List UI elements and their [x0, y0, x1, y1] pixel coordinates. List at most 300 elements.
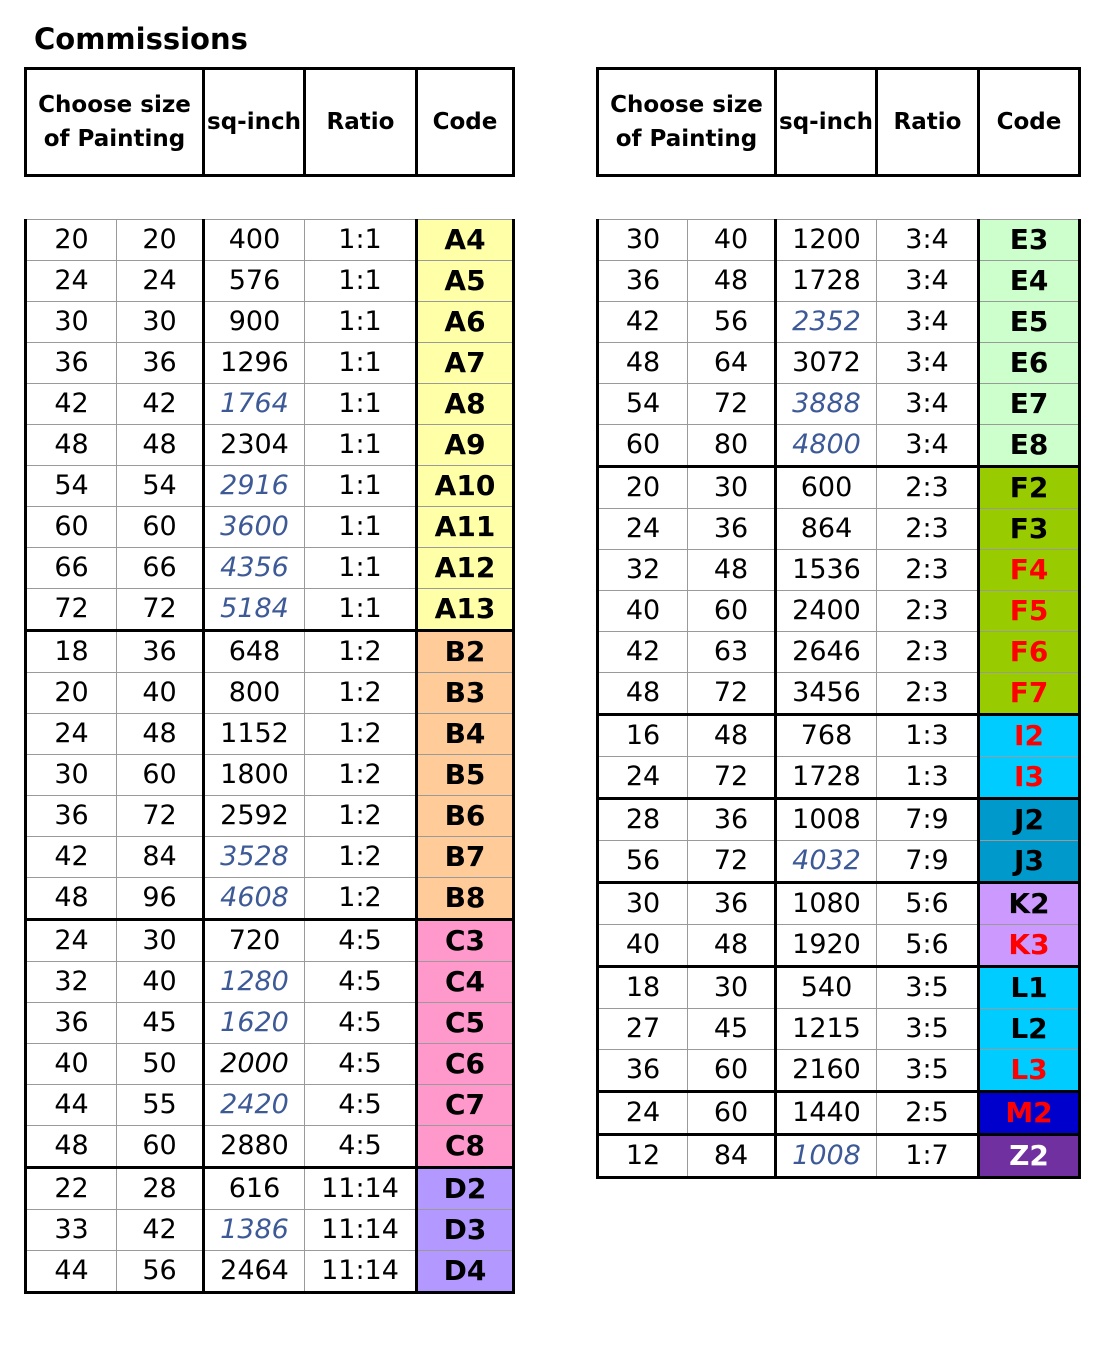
ratio-cell: 1:7: [877, 1135, 979, 1178]
code-cell: A13: [417, 589, 514, 631]
code-cell: D2: [417, 1168, 514, 1210]
table-row: [598, 715, 1080, 757]
sq-inch-cell: 1440: [776, 1092, 877, 1135]
code-cell: I2: [979, 715, 1080, 757]
table-row: [26, 1210, 514, 1251]
sq-inch-cell: 1200: [776, 220, 877, 261]
code-cell: K2: [979, 883, 1080, 925]
height-cell: 30: [117, 920, 204, 962]
sq-inch-cell: 864: [776, 509, 877, 550]
table-row: [598, 841, 1080, 883]
height-cell: 45: [688, 1009, 776, 1050]
table-row: [598, 1092, 1080, 1135]
page-title: Commissions: [34, 22, 248, 56]
ratio-cell: 2:3: [877, 673, 979, 715]
width-cell: 66: [26, 548, 117, 589]
ratio-cell: 3:4: [877, 343, 979, 384]
left-header-table: [24, 67, 515, 177]
table-row: [26, 755, 514, 796]
width-cell: 30: [26, 755, 117, 796]
sq-inch-cell: 1386: [204, 1210, 305, 1251]
height-cell: 60: [688, 1050, 776, 1092]
width-cell: 30: [26, 302, 117, 343]
sq-inch-cell: 2880: [204, 1126, 305, 1168]
table-row: [598, 1135, 1080, 1178]
ratio-cell: 1:3: [877, 757, 979, 799]
table-row: [26, 631, 514, 673]
sq-inch-cell: 600: [776, 467, 877, 509]
height-cell: 84: [688, 1135, 776, 1178]
ratio-cell: 1:2: [305, 837, 417, 878]
sq-inch-cell: 2000: [204, 1044, 305, 1085]
table-row: [598, 925, 1080, 967]
code-cell: D3: [417, 1210, 514, 1251]
sq-inch-cell: 1620: [204, 1003, 305, 1044]
sq-inch-cell: 400: [204, 220, 305, 261]
height-cell: 72: [688, 841, 776, 883]
ratio-cell: 3:5: [877, 1050, 979, 1092]
sq-inch-cell: 1280: [204, 962, 305, 1003]
sq-inch-cell: 1764: [204, 384, 305, 425]
sq-inch-cell: 1728: [776, 261, 877, 302]
ratio-cell: 1:2: [305, 714, 417, 755]
table-row: [598, 883, 1080, 925]
width-cell: 36: [26, 1003, 117, 1044]
height-cell: 24: [117, 261, 204, 302]
code-cell: L2: [979, 1009, 1080, 1050]
height-cell: 30: [688, 467, 776, 509]
sq-inch-cell: 720: [204, 920, 305, 962]
height-cell: 60: [117, 755, 204, 796]
table-row: [598, 550, 1080, 591]
ratio-cell: 7:9: [877, 841, 979, 883]
code-cell: A10: [417, 466, 514, 507]
left-data-table: [24, 219, 515, 1294]
table-row: [26, 1003, 514, 1044]
code-cell: B6: [417, 796, 514, 837]
ratio-cell: 1:1: [305, 384, 417, 425]
height-cell: 40: [117, 673, 204, 714]
ratio-cell: 4:5: [305, 1126, 417, 1168]
ratio-cell: 4:5: [305, 1044, 417, 1085]
code-cell: F2: [979, 467, 1080, 509]
table-row: [598, 384, 1080, 425]
table-row: [598, 673, 1080, 715]
right-data-table: [596, 219, 1081, 1179]
height-cell: 60: [117, 507, 204, 548]
code-cell: B3: [417, 673, 514, 714]
width-cell: 32: [598, 550, 688, 591]
code-cell: I3: [979, 757, 1080, 799]
height-cell: 54: [117, 466, 204, 507]
table-row: [26, 1251, 514, 1293]
width-cell: 36: [26, 343, 117, 384]
ratio-cell: 1:1: [305, 343, 417, 384]
ratio-cell: 1:1: [305, 425, 417, 466]
code-cell: F5: [979, 591, 1080, 632]
height-cell: 40: [117, 962, 204, 1003]
code-cell: Z2: [979, 1135, 1080, 1178]
header-ratio: Ratio: [305, 69, 417, 176]
ratio-cell: 1:1: [305, 302, 417, 343]
ratio-cell: 7:9: [877, 799, 979, 841]
code-cell: C6: [417, 1044, 514, 1085]
table-row: [26, 466, 514, 507]
height-cell: 60: [688, 1092, 776, 1135]
width-cell: 24: [26, 714, 117, 755]
ratio-cell: 5:6: [877, 883, 979, 925]
table-row: [26, 796, 514, 837]
height-cell: 42: [117, 384, 204, 425]
width-cell: 20: [598, 467, 688, 509]
height-cell: 72: [688, 673, 776, 715]
sq-inch-cell: 4356: [204, 548, 305, 589]
width-cell: 28: [598, 799, 688, 841]
sq-inch-cell: 3528: [204, 837, 305, 878]
code-cell: C8: [417, 1126, 514, 1168]
sq-inch-cell: 3600: [204, 507, 305, 548]
code-cell: F3: [979, 509, 1080, 550]
table-row: [598, 1009, 1080, 1050]
height-cell: 20: [117, 220, 204, 261]
sq-inch-cell: 2646: [776, 632, 877, 673]
ratio-cell: 4:5: [305, 1085, 417, 1126]
sq-inch-cell: 2304: [204, 425, 305, 466]
table-row: [26, 425, 514, 466]
width-cell: 48: [26, 425, 117, 466]
table-row: [598, 591, 1080, 632]
width-cell: 24: [26, 920, 117, 962]
code-cell: A12: [417, 548, 514, 589]
width-cell: 22: [26, 1168, 117, 1210]
height-cell: 28: [117, 1168, 204, 1210]
table-row: [598, 261, 1080, 302]
ratio-cell: 4:5: [305, 962, 417, 1003]
code-cell: C4: [417, 962, 514, 1003]
table-row: [598, 302, 1080, 343]
table-row: [26, 714, 514, 755]
header-code: Code: [979, 69, 1080, 176]
sq-inch-cell: 1800: [204, 755, 305, 796]
width-cell: 42: [598, 632, 688, 673]
sq-inch-cell: 1920: [776, 925, 877, 967]
height-cell: 48: [117, 714, 204, 755]
sq-inch-cell: 576: [204, 261, 305, 302]
table-row: [598, 967, 1080, 1009]
code-cell: F7: [979, 673, 1080, 715]
width-cell: 36: [598, 1050, 688, 1092]
height-cell: 36: [688, 509, 776, 550]
sq-inch-cell: 2420: [204, 1085, 305, 1126]
sq-inch-cell: 540: [776, 967, 877, 1009]
width-cell: 33: [26, 1210, 117, 1251]
height-cell: 48: [688, 715, 776, 757]
height-cell: 40: [688, 220, 776, 261]
code-cell: A9: [417, 425, 514, 466]
table-row: [598, 757, 1080, 799]
table-row: [598, 1050, 1080, 1092]
table-row: [26, 837, 514, 878]
height-cell: 48: [688, 261, 776, 302]
code-cell: K3: [979, 925, 1080, 967]
height-cell: 63: [688, 632, 776, 673]
code-cell: E3: [979, 220, 1080, 261]
ratio-cell: 3:5: [877, 1009, 979, 1050]
code-cell: A11: [417, 507, 514, 548]
table-row: [598, 220, 1080, 261]
ratio-cell: 3:4: [877, 220, 979, 261]
code-cell: L3: [979, 1050, 1080, 1092]
table-row: [26, 673, 514, 714]
sq-inch-cell: 1536: [776, 550, 877, 591]
width-cell: 24: [598, 509, 688, 550]
code-cell: B4: [417, 714, 514, 755]
ratio-cell: 1:1: [305, 589, 417, 631]
code-cell: E7: [979, 384, 1080, 425]
height-cell: 96: [117, 878, 204, 920]
sq-inch-cell: 3888: [776, 384, 877, 425]
ratio-cell: 11:14: [305, 1251, 417, 1293]
sq-inch-cell: 1728: [776, 757, 877, 799]
table-row: [598, 509, 1080, 550]
width-cell: 48: [26, 878, 117, 920]
table-row: [26, 589, 514, 631]
code-cell: A6: [417, 302, 514, 343]
code-cell: M2: [979, 1092, 1080, 1135]
width-cell: 56: [598, 841, 688, 883]
table-row: [26, 1044, 514, 1085]
ratio-cell: 1:2: [305, 878, 417, 920]
table-row: [598, 343, 1080, 384]
width-cell: 24: [598, 1092, 688, 1135]
height-cell: 48: [117, 425, 204, 466]
table-row: [598, 425, 1080, 467]
width-cell: 32: [26, 962, 117, 1003]
ratio-cell: 1:2: [305, 673, 417, 714]
table-row: [26, 548, 514, 589]
ratio-cell: 2:3: [877, 550, 979, 591]
width-cell: 60: [598, 425, 688, 467]
height-cell: 60: [688, 591, 776, 632]
width-cell: 24: [598, 757, 688, 799]
sq-inch-cell: 1080: [776, 883, 877, 925]
table-row: [26, 261, 514, 302]
width-cell: 48: [26, 1126, 117, 1168]
width-cell: 40: [26, 1044, 117, 1085]
height-cell: 56: [117, 1251, 204, 1293]
sq-inch-cell: 1008: [776, 799, 877, 841]
code-cell: B7: [417, 837, 514, 878]
ratio-cell: 3:4: [877, 384, 979, 425]
width-cell: 48: [598, 343, 688, 384]
ratio-cell: 11:14: [305, 1210, 417, 1251]
table-row: [26, 920, 514, 962]
width-cell: 24: [26, 261, 117, 302]
height-cell: 30: [688, 967, 776, 1009]
ratio-cell: 1:1: [305, 220, 417, 261]
sq-inch-cell: 1152: [204, 714, 305, 755]
header-sq-inch: sq-inch: [776, 69, 877, 176]
sq-inch-cell: 1008: [776, 1135, 877, 1178]
ratio-cell: 3:4: [877, 425, 979, 467]
width-cell: 16: [598, 715, 688, 757]
height-cell: 55: [117, 1085, 204, 1126]
table-row: [26, 1085, 514, 1126]
height-cell: 84: [117, 837, 204, 878]
right-header-table: [596, 67, 1081, 177]
table-row: [598, 799, 1080, 841]
width-cell: 36: [26, 796, 117, 837]
code-cell: B5: [417, 755, 514, 796]
table-row: [26, 1126, 514, 1168]
code-cell: E4: [979, 261, 1080, 302]
ratio-cell: 1:2: [305, 631, 417, 673]
height-cell: 72: [117, 589, 204, 631]
height-cell: 42: [117, 1210, 204, 1251]
ratio-cell: 4:5: [305, 920, 417, 962]
sq-inch-cell: 2352: [776, 302, 877, 343]
table-row: [26, 384, 514, 425]
width-cell: 72: [26, 589, 117, 631]
ratio-cell: 2:3: [877, 467, 979, 509]
table-row: [26, 302, 514, 343]
code-cell: C7: [417, 1085, 514, 1126]
width-cell: 27: [598, 1009, 688, 1050]
sq-inch-cell: 2464: [204, 1251, 305, 1293]
height-cell: 36: [117, 343, 204, 384]
sq-inch-cell: 1215: [776, 1009, 877, 1050]
sq-inch-cell: 4800: [776, 425, 877, 467]
header-sq-inch: sq-inch: [204, 69, 305, 176]
height-cell: 36: [117, 631, 204, 673]
height-cell: 66: [117, 548, 204, 589]
height-cell: 64: [688, 343, 776, 384]
width-cell: 40: [598, 925, 688, 967]
header-size: Choose size of Painting: [26, 69, 204, 176]
height-cell: 60: [117, 1126, 204, 1168]
code-cell: L1: [979, 967, 1080, 1009]
header-code: Code: [417, 69, 514, 176]
code-cell: C3: [417, 920, 514, 962]
width-cell: 30: [598, 883, 688, 925]
sq-inch-cell: 2160: [776, 1050, 877, 1092]
table-row: [26, 878, 514, 920]
ratio-cell: 1:1: [305, 507, 417, 548]
height-cell: 72: [688, 384, 776, 425]
code-cell: E8: [979, 425, 1080, 467]
code-cell: J3: [979, 841, 1080, 883]
height-cell: 48: [688, 550, 776, 591]
ratio-cell: 4:5: [305, 1003, 417, 1044]
sq-inch-cell: 5184: [204, 589, 305, 631]
height-cell: 72: [117, 796, 204, 837]
sq-inch-cell: 768: [776, 715, 877, 757]
code-cell: A7: [417, 343, 514, 384]
ratio-cell: 3:4: [877, 261, 979, 302]
table-row: [598, 467, 1080, 509]
width-cell: 44: [26, 1251, 117, 1293]
table-row: [26, 507, 514, 548]
width-cell: 60: [26, 507, 117, 548]
sq-inch-cell: 648: [204, 631, 305, 673]
code-cell: B2: [417, 631, 514, 673]
height-cell: 50: [117, 1044, 204, 1085]
sq-inch-cell: 800: [204, 673, 305, 714]
code-cell: A4: [417, 220, 514, 261]
sq-inch-cell: 900: [204, 302, 305, 343]
width-cell: 42: [26, 384, 117, 425]
width-cell: 12: [598, 1135, 688, 1178]
sq-inch-cell: 4608: [204, 878, 305, 920]
height-cell: 80: [688, 425, 776, 467]
table-row: [26, 962, 514, 1003]
code-cell: F6: [979, 632, 1080, 673]
width-cell: 40: [598, 591, 688, 632]
width-cell: 42: [26, 837, 117, 878]
width-cell: 44: [26, 1085, 117, 1126]
code-cell: D4: [417, 1251, 514, 1293]
code-cell: E5: [979, 302, 1080, 343]
sq-inch-cell: 1296: [204, 343, 305, 384]
ratio-cell: 2:5: [877, 1092, 979, 1135]
ratio-cell: 3:5: [877, 967, 979, 1009]
height-cell: 56: [688, 302, 776, 343]
height-cell: 36: [688, 799, 776, 841]
height-cell: 72: [688, 757, 776, 799]
width-cell: 20: [26, 220, 117, 261]
sq-inch-cell: 616: [204, 1168, 305, 1210]
code-cell: C5: [417, 1003, 514, 1044]
ratio-cell: 2:3: [877, 591, 979, 632]
width-cell: 54: [26, 466, 117, 507]
table-row: [26, 343, 514, 384]
header-size: Choose size of Painting: [598, 69, 776, 176]
sq-inch-cell: 4032: [776, 841, 877, 883]
ratio-cell: 2:3: [877, 632, 979, 673]
ratio-cell: 1:2: [305, 755, 417, 796]
sq-inch-cell: 2916: [204, 466, 305, 507]
sq-inch-cell: 2400: [776, 591, 877, 632]
code-cell: B8: [417, 878, 514, 920]
ratio-cell: 11:14: [305, 1168, 417, 1210]
code-cell: F4: [979, 550, 1080, 591]
ratio-cell: 1:1: [305, 548, 417, 589]
header-ratio: Ratio: [877, 69, 979, 176]
width-cell: 54: [598, 384, 688, 425]
code-cell: A5: [417, 261, 514, 302]
table-row: [26, 1168, 514, 1210]
height-cell: 48: [688, 925, 776, 967]
code-cell: J2: [979, 799, 1080, 841]
sq-inch-cell: 2592: [204, 796, 305, 837]
sq-inch-cell: 3456: [776, 673, 877, 715]
width-cell: 36: [598, 261, 688, 302]
height-cell: 36: [688, 883, 776, 925]
ratio-cell: 1:1: [305, 466, 417, 507]
width-cell: 48: [598, 673, 688, 715]
width-cell: 20: [26, 673, 117, 714]
code-cell: A8: [417, 384, 514, 425]
height-cell: 45: [117, 1003, 204, 1044]
code-cell: E6: [979, 343, 1080, 384]
ratio-cell: 1:1: [305, 261, 417, 302]
table-row: [26, 220, 514, 261]
width-cell: 30: [598, 220, 688, 261]
width-cell: 42: [598, 302, 688, 343]
sq-inch-cell: 3072: [776, 343, 877, 384]
table-row: [598, 632, 1080, 673]
ratio-cell: 1:2: [305, 796, 417, 837]
